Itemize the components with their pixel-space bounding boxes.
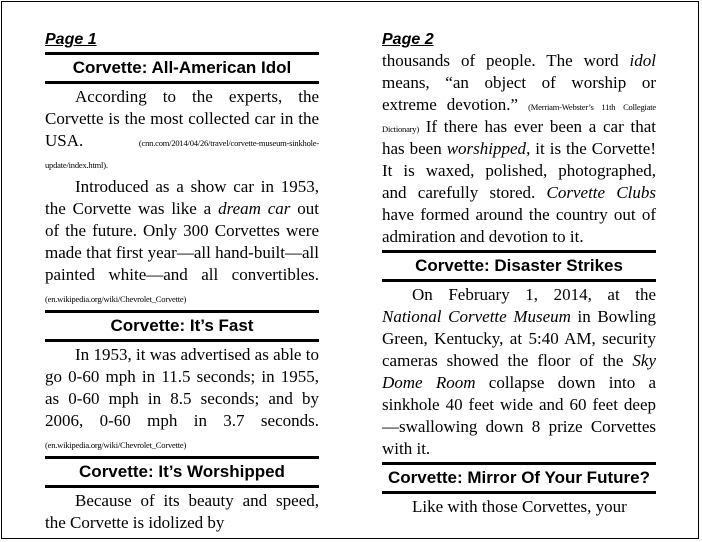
text-run: means, “an object of worship or extreme devotion.” (382, 73, 656, 114)
paragraph (45, 490, 319, 534)
italic-text: dream car (218, 199, 291, 218)
text-run: , it is the Corvette! It is waxed, polished, photographed, and carefully stored. (382, 139, 656, 202)
text-run: out of the future. Only 300 Corvettes were made that first year—all hand-built—all painted white—and all convertibles. (45, 199, 319, 284)
paragraph (45, 344, 319, 454)
page-2-body (382, 50, 656, 518)
paragraph (382, 284, 656, 460)
text-run: According to the experts, the Corvette is the most collected car in the USA. (45, 87, 319, 150)
text-run: If there has ever been a car that has been (382, 117, 656, 158)
section-heading: Corvette: It’s Fast (45, 310, 319, 342)
section-heading: Corvette: Mirror Of Your Future? (382, 462, 656, 494)
paragraph (382, 496, 656, 518)
text-run: On February 1, 2014, at the (412, 285, 656, 304)
italic-text: worshipped (446, 139, 527, 158)
continued-paragraph (382, 50, 656, 248)
page-1-body (45, 52, 319, 534)
citation: (en.wikipedia.org/wiki/Chevrolet_Corvette) (45, 440, 187, 450)
paragraph (45, 86, 319, 174)
text-run: Because of its beauty and speed, the Corvette is idolized by (45, 491, 319, 532)
page-label: Page 1 (45, 31, 97, 48)
italic-text: idol (629, 51, 656, 70)
text-run: collapse down into a sinkhole 40 feet wide and 60 feet deep—swallowing down 8 prize Corvettes with it. (382, 373, 656, 458)
text-run: thousands of people. The word (382, 51, 630, 70)
section-heading: Corvette: It’s Worshipped (45, 456, 319, 488)
text-run: Introduced as a show car in 1953, the Corvette was like a (45, 177, 319, 218)
citation: (Merriam-Webster’s 11th Collegiate Dictionary) (382, 102, 657, 134)
page-label: Page 2 (382, 31, 434, 48)
page-1-column (45, 30, 319, 536)
citation: (cnn.com/2014/04/26/travel/corvette-museum-sinkhole-update/index.html). (45, 138, 319, 170)
citation: (en.wikipedia.org/wiki/Chevrolet_Corvette) (45, 294, 187, 304)
page-2-column (382, 30, 656, 520)
text-run: In 1953, it was advertised as able to go 0-60 mph in 11.5 seconds; in 1955, as 0-60 mph in 8.5 seconds; and by 2006, 0-60 mph in 3.7 seconds. (45, 345, 319, 430)
italic-text: Corvette Clubs (546, 183, 657, 202)
italic-text: Sky Dome Room (382, 351, 656, 392)
text-run: have formed around the country out of admiration and devotion to it. (382, 205, 656, 246)
text-run: Like with those Corvettes, your (412, 497, 627, 516)
paragraph (45, 176, 319, 308)
section-heading: Corvette: All-American Idol (45, 52, 319, 84)
text-run: in Bowling Green, Kentucky, at 5:40 AM, security cameras showed the floor of the (382, 307, 656, 370)
section-heading: Corvette: Disaster Strikes (382, 250, 656, 282)
italic-text: National Corvette Museum (382, 307, 571, 326)
